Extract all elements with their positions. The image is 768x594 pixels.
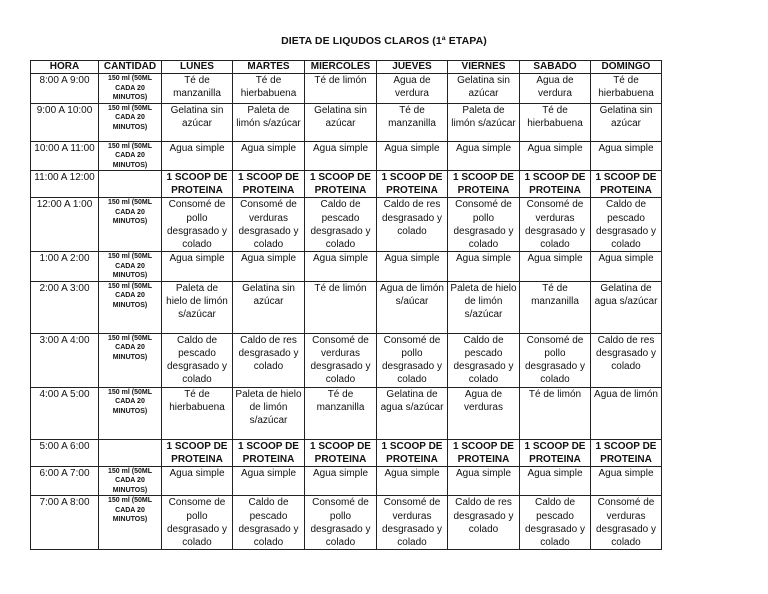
cell-viernes: Consomé de pollo desgrasado y colado [448, 198, 520, 252]
cell-lunes: 1 SCOOP DE PROTEINA [162, 439, 233, 466]
cell-lunes: Té de hierbabuena [162, 387, 233, 439]
table-row [31, 103, 662, 141]
cell-jueves: Agua simple [377, 466, 448, 496]
table-row [31, 281, 662, 333]
cell-sabado: Consomé de verduras desgrasado y colado [520, 198, 591, 252]
table-row [31, 333, 662, 387]
hora-cell: 5:00 A 6:00 [31, 439, 99, 466]
cell-miercoles: Té de limón [305, 281, 377, 333]
cell-sabado: Té de limón [520, 387, 591, 439]
cell-jueves: Consomé de pollo desgrasado y colado [377, 333, 448, 387]
cell-jueves: Caldo de res desgrasado y colado [377, 198, 448, 252]
cell-sabado: Agua simple [520, 466, 591, 496]
cantidad-cell [99, 171, 162, 198]
cell-miercoles: Té de manzanilla [305, 387, 377, 439]
table-row [31, 74, 662, 104]
header-jueves: JUEVES [377, 61, 448, 74]
table-row [31, 198, 662, 252]
cell-miercoles: Agua simple [305, 141, 377, 171]
cantidad-cell: 150 ml (50ML CADA 20 MINUTOS) [99, 496, 162, 550]
cell-martes: Consomé de verduras desgrasado y colado [233, 198, 305, 252]
hora-cell: 6:00 A 7:00 [31, 466, 99, 496]
cell-miercoles: 1 SCOOP DE PROTEINA [305, 171, 377, 198]
cell-jueves: Gelatina de agua s/azúcar [377, 387, 448, 439]
cell-viernes: 1 SCOOP DE PROTEINA [448, 439, 520, 466]
cell-martes: Té de hierbabuena [233, 74, 305, 104]
cell-jueves: Agua de limón s/aúcar [377, 281, 448, 333]
cell-sabado: Té de hierbabuena [520, 103, 591, 141]
header-domingo: DOMINGO [591, 61, 662, 74]
cantidad-cell: 150 ml (50ML CADA 20 MINUTOS) [99, 387, 162, 439]
cell-domingo: Agua simple [591, 466, 662, 496]
cell-miercoles: Consomé de verduras desgrasado y colado [305, 333, 377, 387]
cantidad-cell: 150 ml (50ML CADA 20 MINUTOS) [99, 198, 162, 252]
cell-lunes: Consome de pollo desgrasado y colado [162, 496, 233, 550]
cell-martes: Gelatina sin azúcar [233, 281, 305, 333]
header-sabado: SABADO [520, 61, 591, 74]
cantidad-cell: 150 ml (50ML CADA 20 MINUTOS) [99, 141, 162, 171]
cell-sabado: Agua simple [520, 141, 591, 171]
diet-schedule-table [30, 60, 662, 550]
cell-lunes: Caldo de pescado desgrasado y colado [162, 333, 233, 387]
cell-domingo: Gelatina de agua s/azúcar [591, 281, 662, 333]
hora-cell: 7:00 A 8:00 [31, 496, 99, 550]
cell-miercoles: Gelatina sin azúcar [305, 103, 377, 141]
cell-domingo: Té de hierbabuena [591, 74, 662, 104]
cell-viernes: Gelatina sin azúcar [448, 74, 520, 104]
cell-miercoles: Consomé de pollo desgrasado y colado [305, 496, 377, 550]
cell-viernes: 1 SCOOP DE PROTEINA [448, 171, 520, 198]
cell-martes: Caldo de pescado desgrasado y colado [233, 496, 305, 550]
cell-viernes: Paleta de limón s/azúcar [448, 103, 520, 141]
cantidad-cell: 150 ml (50ML CADA 20 MINUTOS) [99, 252, 162, 282]
document-title: DIETA DE LIQUDOS CLAROS (1ª ETAPA) [281, 35, 487, 47]
cell-lunes: Consomé de pollo desgrasado y colado [162, 198, 233, 252]
hora-cell: 10:00 A 11:00 [31, 141, 99, 171]
cell-sabado: 1 SCOOP DE PROTEINA [520, 171, 591, 198]
header-hora: HORA [31, 61, 99, 74]
cell-viernes: Agua simple [448, 252, 520, 282]
header-row [31, 61, 662, 74]
cell-domingo: Agua simple [591, 141, 662, 171]
cell-domingo: Caldo de res desgrasado y colado [591, 333, 662, 387]
header-miercoles: MIERCOLES [305, 61, 377, 74]
cantidad-cell: 150 ml (50ML CADA 20 MINUTOS) [99, 103, 162, 141]
cell-sabado: Caldo de pescado desgrasado y colado [520, 496, 591, 550]
cell-domingo: Agua simple [591, 252, 662, 282]
cantidad-cell: 150 ml (50ML CADA 20 MINUTOS) [99, 466, 162, 496]
cell-lunes: 1 SCOOP DE PROTEINA [162, 171, 233, 198]
cell-miercoles: Agua simple [305, 252, 377, 282]
cell-viernes: Agua simple [448, 466, 520, 496]
cell-sabado: Agua de verdura [520, 74, 591, 104]
cell-miercoles: Caldo de pescado desgrasado y colado [305, 198, 377, 252]
header-martes: MARTES [233, 61, 305, 74]
cell-sabado: Agua simple [520, 252, 591, 282]
cell-jueves: Agua simple [377, 252, 448, 282]
cantidad-cell [99, 439, 162, 466]
cell-domingo: 1 SCOOP DE PROTEINA [591, 171, 662, 198]
cell-martes: Paleta de hielo de limón s/azúcar [233, 387, 305, 439]
cell-lunes: Agua simple [162, 466, 233, 496]
table-row [31, 439, 662, 466]
cell-jueves: Té de manzanilla [377, 103, 448, 141]
cell-martes: Paleta de limón s/azúcar [233, 103, 305, 141]
cell-sabado: 1 SCOOP DE PROTEINA [520, 439, 591, 466]
table-row [31, 466, 662, 496]
header-cantidad: CANTIDAD [99, 61, 162, 74]
cell-martes: 1 SCOOP DE PROTEINA [233, 439, 305, 466]
cell-lunes: Agua simple [162, 141, 233, 171]
cell-viernes: Agua de verduras [448, 387, 520, 439]
header-viernes: VIERNES [448, 61, 520, 74]
cell-viernes: Caldo de pescado desgrasado y colado [448, 333, 520, 387]
cell-sabado: Consomé de pollo desgrasado y colado [520, 333, 591, 387]
cell-martes: Agua simple [233, 252, 305, 282]
cell-viernes: Paleta de hielo de limón s/azúcar [448, 281, 520, 333]
cell-martes: Agua simple [233, 141, 305, 171]
cell-jueves: 1 SCOOP DE PROTEINA [377, 171, 448, 198]
cell-jueves: Agua simple [377, 141, 448, 171]
header-lunes: LUNES [162, 61, 233, 74]
cell-sabado: Té de manzanilla [520, 281, 591, 333]
hora-cell: 8:00 A 9:00 [31, 74, 99, 104]
cell-domingo: Agua de limón [591, 387, 662, 439]
cell-lunes: Paleta de hielo de limón s/azúcar [162, 281, 233, 333]
cell-viernes: Agua simple [448, 141, 520, 171]
cell-miercoles: Té de limón [305, 74, 377, 104]
cell-martes: Caldo de res desgrasado y colado [233, 333, 305, 387]
hora-cell: 4:00 A 5:00 [31, 387, 99, 439]
hora-cell: 9:00 A 10:00 [31, 103, 99, 141]
cell-jueves: 1 SCOOP DE PROTEINA [377, 439, 448, 466]
table-row [31, 496, 662, 550]
table-row [31, 387, 662, 439]
hora-cell: 1:00 A 2:00 [31, 252, 99, 282]
cantidad-cell: 150 ml (50ML CADA 20 MINUTOS) [99, 74, 162, 104]
cell-viernes: Caldo de res desgrasado y colado [448, 496, 520, 550]
cantidad-cell: 150 ml (50ML CADA 20 MINUTOS) [99, 333, 162, 387]
cell-lunes: Gelatina sin azúcar [162, 103, 233, 141]
cell-martes: 1 SCOOP DE PROTEINA [233, 171, 305, 198]
cell-lunes: Agua simple [162, 252, 233, 282]
table-row [31, 171, 662, 198]
cell-jueves: Agua de verdura [377, 74, 448, 104]
table-row [31, 252, 662, 282]
hora-cell: 2:00 A 3:00 [31, 281, 99, 333]
cell-domingo: Gelatina sin azúcar [591, 103, 662, 141]
cell-martes: Agua simple [233, 466, 305, 496]
cell-domingo: Caldo de pescado desgrasado y colado [591, 198, 662, 252]
cell-domingo: Consomé de verduras desgrasado y colado [591, 496, 662, 550]
cell-miercoles: 1 SCOOP DE PROTEINA [305, 439, 377, 466]
table-row [31, 141, 662, 171]
hora-cell: 3:00 A 4:00 [31, 333, 99, 387]
hora-cell: 11:00 A 12:00 [31, 171, 99, 198]
cantidad-cell: 150 ml (50ML CADA 20 MINUTOS) [99, 281, 162, 333]
cell-jueves: Consomé de verduras desgrasado y colado [377, 496, 448, 550]
cell-domingo: 1 SCOOP DE PROTEINA [591, 439, 662, 466]
cell-lunes: Té de manzanilla [162, 74, 233, 104]
cell-miercoles: Agua simple [305, 466, 377, 496]
hora-cell: 12:00 A 1:00 [31, 198, 99, 252]
